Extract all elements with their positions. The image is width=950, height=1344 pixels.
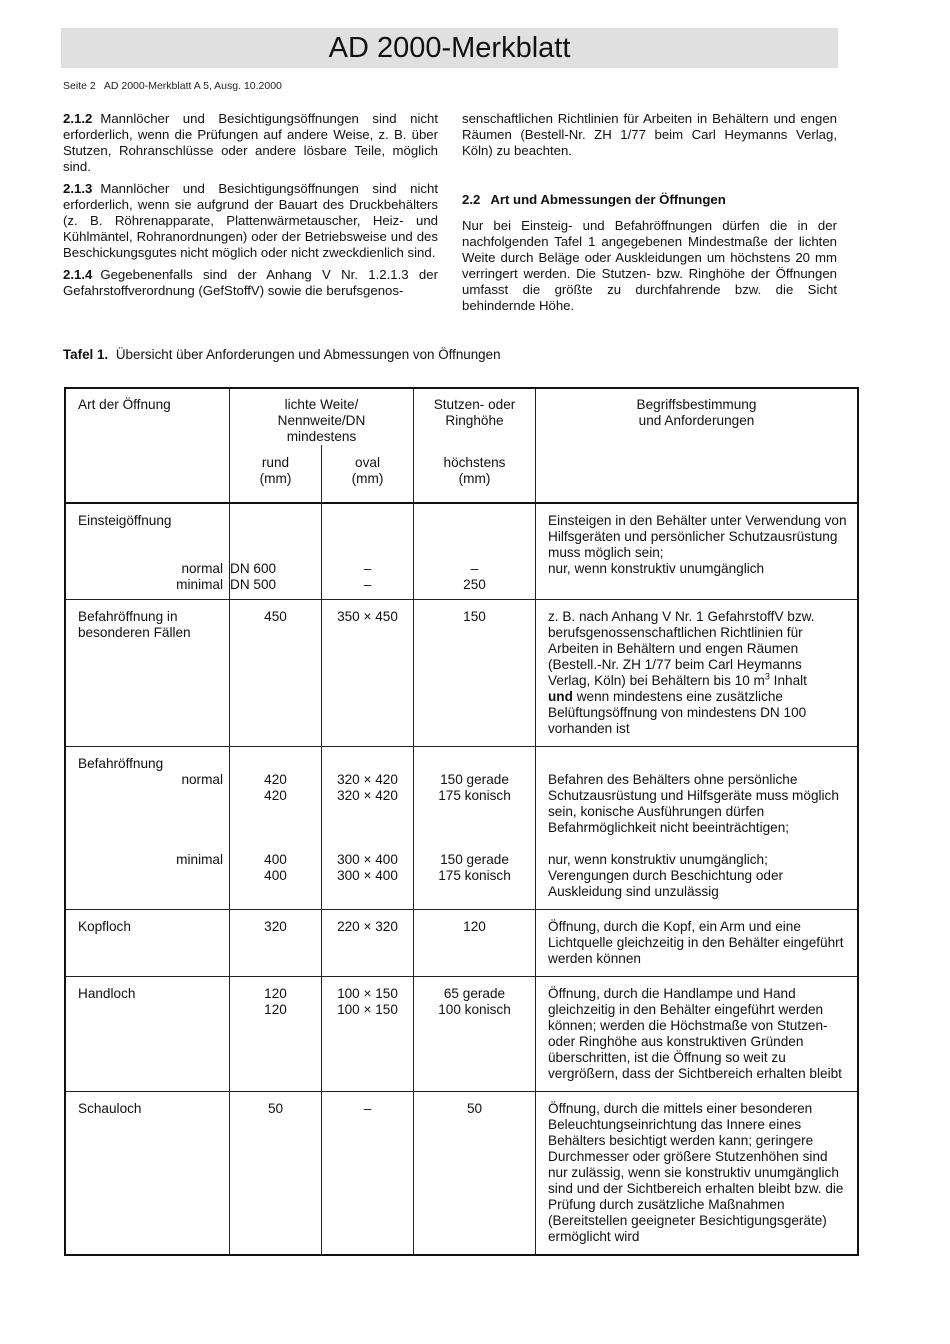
- table-row-befahroeffnung: [65, 747, 858, 910]
- value-oval-minimal-1: 300 × 400: [337, 852, 398, 867]
- table-caption: [63, 347, 501, 362]
- value-rund-normal-1: 420: [264, 772, 287, 787]
- table-header-row: [65, 388, 858, 445]
- value-rund-minimal: DN 500: [230, 577, 277, 592]
- cell-desc: [536, 1092, 859, 1256]
- text-column-right-body: [462, 218, 837, 320]
- value-hoehe: 150: [463, 609, 486, 624]
- value-rund-normal-2: 420: [264, 788, 287, 803]
- header-lichte-weite: [230, 388, 414, 445]
- value-rund: 450: [264, 609, 287, 624]
- header-oval: [322, 445, 414, 503]
- cell-hoehe: [414, 977, 536, 1092]
- value-oval: 220 × 320: [337, 919, 398, 934]
- value-rund: 50: [267, 1101, 284, 1116]
- cell-desc: [536, 747, 859, 910]
- section-number: 2.1.4: [63, 267, 93, 282]
- table-row-einsteigoeffnung: [65, 503, 858, 600]
- header-begriff-2: und Anforderungen: [638, 413, 755, 428]
- cell-desc: [536, 600, 859, 747]
- value-oval-minimal: –: [363, 577, 372, 592]
- row-description: Öffnung, durch die Handlampe und Hand gleichzeitig in den Behälter eingeführt werden können; werden die Höchstmaße von Stutzen- oder Ringhöhe aus konstruktiven Gründen überschritten, ist die Öffnung so weit zu vergrößern, dass der Sichtbereich erhalten bleibt: [548, 986, 842, 1081]
- cell-art: [65, 503, 230, 600]
- value-hoehe-minimal: 250: [463, 577, 486, 592]
- document-title: AD 2000-Merkblatt: [328, 32, 571, 64]
- row-description: Öffnung, durch die Kopf, ein Arm und eine Lichtquelle gleichzeitig in den Behälter eingeführt werden können: [548, 919, 844, 966]
- cell-hoehe: [414, 910, 536, 977]
- header-unit: (mm): [259, 471, 292, 486]
- value-hoehe-2: 100 konisch: [438, 1002, 511, 1017]
- desc-part-c: wenn mindestens eine zusätzliche Belüftungsöffnung von mindestens DN 100 vorhanden ist: [548, 689, 807, 736]
- row-sublabel-normal: normal: [181, 561, 223, 576]
- table-caption-label: Tafel 1.: [63, 347, 109, 362]
- cell-rund: [230, 1092, 322, 1256]
- cell-rund: [230, 977, 322, 1092]
- cell-hoehe: [414, 503, 536, 600]
- header-stutzen: [414, 388, 536, 445]
- header-rund: [230, 445, 322, 503]
- cell-oval: [322, 747, 414, 910]
- paragraph-2-1-4: [63, 267, 438, 299]
- value-hoehe-minimal-1: 150 gerade: [440, 852, 509, 867]
- header-rund-text: rund: [261, 455, 290, 470]
- cell-hoehe: [414, 1092, 536, 1256]
- desc-part-b: Inhalt: [769, 673, 807, 688]
- openings-table: [64, 387, 859, 1256]
- cell-oval: [322, 600, 414, 747]
- value-hoehe-1: 65 gerade: [443, 986, 506, 1001]
- page-reference: Seite 2 AD 2000-Merkblatt A 5, Ausg. 10.2000: [63, 80, 282, 92]
- value-rund-minimal-1: 400: [264, 852, 287, 867]
- desc-bold: und: [548, 689, 573, 704]
- section-text: Mannlöcher und Besichtigungsöffnungen sind nicht erforderlich, wenn die Prüfungen auf andere Weise, z. B. über Stutzen, Rohranschlüsse oder andere lösbare Teile, möglich sind.: [63, 111, 438, 174]
- cell-oval: [322, 1092, 414, 1256]
- row-description: Öffnung, durch die mittels einer besonderen Beleuchtungseinrichtung das Innere eines Behälters besichtigt werden kann; geringere Durchmesser oder größere Stutzenhöhen sind nur zulässig, wenn sie konstruktiv unumgänglich sind und der Sichtbereich erhalten bleibt bzw. die Prüfung durch zusätzliche Maßnahmen (Bereitstellen geeigneter Besichtigungsgeräte) ermöglicht wird: [548, 1101, 844, 1244]
- cell-oval: [322, 977, 414, 1092]
- value-hoehe-normal-1: 150 gerade: [440, 772, 509, 787]
- section-number: 2.2: [462, 192, 481, 207]
- paragraph-2-1-4-continued: senschaftlichen Richtlinien für Arbeiten in Behältern und engen Räumen (Bestell-Nr. ZH 1/77 beim Carl Heymanns Verlag, Köln) zu beachten.: [462, 111, 837, 158]
- section-heading-2-2: [462, 192, 837, 208]
- value-rund-1: 120: [264, 986, 287, 1001]
- row-name: Kopfloch: [78, 919, 131, 934]
- value-rund-normal: DN 600: [230, 561, 277, 576]
- cell-desc: [536, 977, 859, 1092]
- row-name: Schauloch: [78, 1101, 142, 1116]
- cell-desc: [536, 910, 859, 977]
- table-row-handloch: [65, 977, 858, 1092]
- value-oval-normal: –: [363, 561, 372, 576]
- row-description-minimal: nur, wenn konstruktiv unumgänglich: [548, 561, 765, 576]
- value-hoehe-normal: –: [470, 561, 479, 576]
- header-lichte-3: mindestens: [286, 429, 357, 444]
- section-text: Gegebenenfalls sind der Anhang V Nr. 1.2.1.3 der Gefahrstoffverordnung (GefStoffV) sowie die berufsgenos-: [63, 267, 438, 298]
- cell-art: [65, 1092, 230, 1256]
- cell-desc: [536, 503, 859, 600]
- cell-rund: [230, 747, 322, 910]
- cell-art: [65, 977, 230, 1092]
- row-name: Einsteigöffnung: [78, 513, 172, 528]
- cell-rund: [230, 910, 322, 977]
- table-caption-text: Übersicht über Anforderungen und Abmessungen von Öffnungen: [115, 347, 501, 362]
- value-hoehe-minimal-2: 175 konisch: [438, 868, 511, 883]
- section-number: 2.1.2: [63, 111, 93, 126]
- text-column-right: [462, 192, 837, 218]
- text-column-left: [63, 111, 438, 299]
- header-art: [65, 388, 230, 503]
- header-unit: (mm): [351, 471, 384, 486]
- cell-art: [65, 747, 230, 910]
- row-name: Befahröffnung: [78, 756, 164, 771]
- row-description-normal: Befahren des Behälters ohne persönliche Schutzausrüstung und Hilfsgeräte muss möglich sein, konische Ausführungen dürfen Befahrmöglichkeit nicht beeinträchtigen;: [548, 772, 839, 835]
- cell-hoehe: [414, 747, 536, 910]
- table-row-befahroeffnung-besonders: [65, 600, 858, 747]
- header-begriff: [536, 388, 859, 503]
- header-begriff-1: Begriffsbestimmung: [636, 397, 757, 412]
- row-description: Einsteigen in den Behälter unter Verwendung von Hilfsgeräten und persönlicher Schutzausrüstung muss möglich sein;: [548, 513, 847, 560]
- row-description-minimal: nur, wenn konstruktiv unumgänglich; Verengungen durch Beschichtung oder Auskleidung sind unzulässig: [548, 852, 784, 899]
- desc-part-a: z. B. nach Anhang V Nr. 1 GefahrstoffV bzw. berufsgenossenschaftlichen Richtlinien für Arbeiten in Behältern und engen Räumen (Bestell.-Nr. ZH 1/77 beim Carl Heymanns Verlag, Köln) bei Behältern bis 10 m: [548, 609, 815, 688]
- header-hoechstens: [414, 445, 536, 503]
- value-oval-1: 100 × 150: [337, 986, 398, 1001]
- row-name-2: besonderen Fällen: [78, 625, 191, 640]
- table-row-kopfloch: [65, 910, 858, 977]
- cell-oval: [322, 910, 414, 977]
- table-row-schauloch: [65, 1092, 858, 1256]
- header-art-text: Art der Öffnung: [78, 397, 171, 412]
- header-oval-text: oval: [355, 455, 380, 470]
- header-stutzen-1: Stutzen- oder: [433, 397, 516, 412]
- desc-superscript: 3: [764, 671, 770, 682]
- paragraph-2-1-3: [63, 181, 438, 261]
- value-rund: 320: [264, 919, 287, 934]
- paragraph-2-2: Nur bei Einsteig- und Befahröffnungen dürfen die in der nachfolgenden Tafel 1 angegebenen Mindestmaße der lichten Weite durch Beläge oder Auskleidungen um höchstens 20 mm verringert werden. Die Stutzen- bzw. Ringhöhe der Öffnungen umfasst die größte zu durchfahrende bzw. die Sicht behindernde Höhe.: [462, 218, 837, 313]
- section-number: 2.1.3: [63, 181, 93, 196]
- value-oval-normal-2: 320 × 420: [337, 788, 398, 803]
- row-name: Handloch: [78, 986, 136, 1001]
- value-oval: –: [363, 1101, 372, 1116]
- value-oval-minimal-2: 300 × 400: [337, 868, 398, 883]
- header-lichte-1: lichte Weite/: [284, 397, 359, 412]
- section-title: Art und Abmessungen der Öffnungen: [490, 192, 726, 207]
- row-sublabel-minimal: minimal: [176, 577, 223, 592]
- cell-rund: [230, 600, 322, 747]
- row-name-1: Befahröffnung in: [78, 609, 178, 624]
- value-rund-2: 120: [264, 1002, 287, 1017]
- value-rund-minimal-2: 400: [264, 868, 287, 883]
- row-sublabel-minimal: minimal: [176, 852, 223, 867]
- cell-art: [65, 910, 230, 977]
- cell-art: [65, 600, 230, 747]
- value-hoehe: 120: [463, 919, 486, 934]
- value-oval-2: 100 × 150: [337, 1002, 398, 1017]
- cell-rund: [230, 503, 322, 600]
- value-hoehe-normal-2: 175 konisch: [438, 788, 511, 803]
- header-unit: (mm): [458, 471, 491, 486]
- value-oval-normal-1: 320 × 420: [337, 772, 398, 787]
- section-text: Mannlöcher und Besichtigungsöffnungen sind nicht erforderlich, wenn sie aufgrund der Bauart des Druckbehälters (z. B. Röhrenapparate, Plattenwärmetauscher, Heiz- und Kühlmäntel, Rohranordnungen) oder der Betriebsweise und des Beschickungsgutes nicht möglich oder nicht zweckdienlich sind.: [63, 181, 438, 260]
- header-banner: [61, 28, 838, 68]
- header-lichte-2: Nennweite/DN: [277, 413, 366, 428]
- header-stutzen-2: Ringhöhe: [445, 413, 504, 428]
- value-hoehe: 50: [466, 1101, 483, 1116]
- header-hoechstens-text: höchstens: [443, 455, 506, 470]
- row-sublabel-normal: normal: [181, 772, 223, 787]
- paragraph-2-1-2: [63, 111, 438, 175]
- cell-oval: [322, 503, 414, 600]
- row-description: [548, 600, 847, 746]
- cell-hoehe: [414, 600, 536, 747]
- value-oval: 350 × 450: [337, 609, 398, 624]
